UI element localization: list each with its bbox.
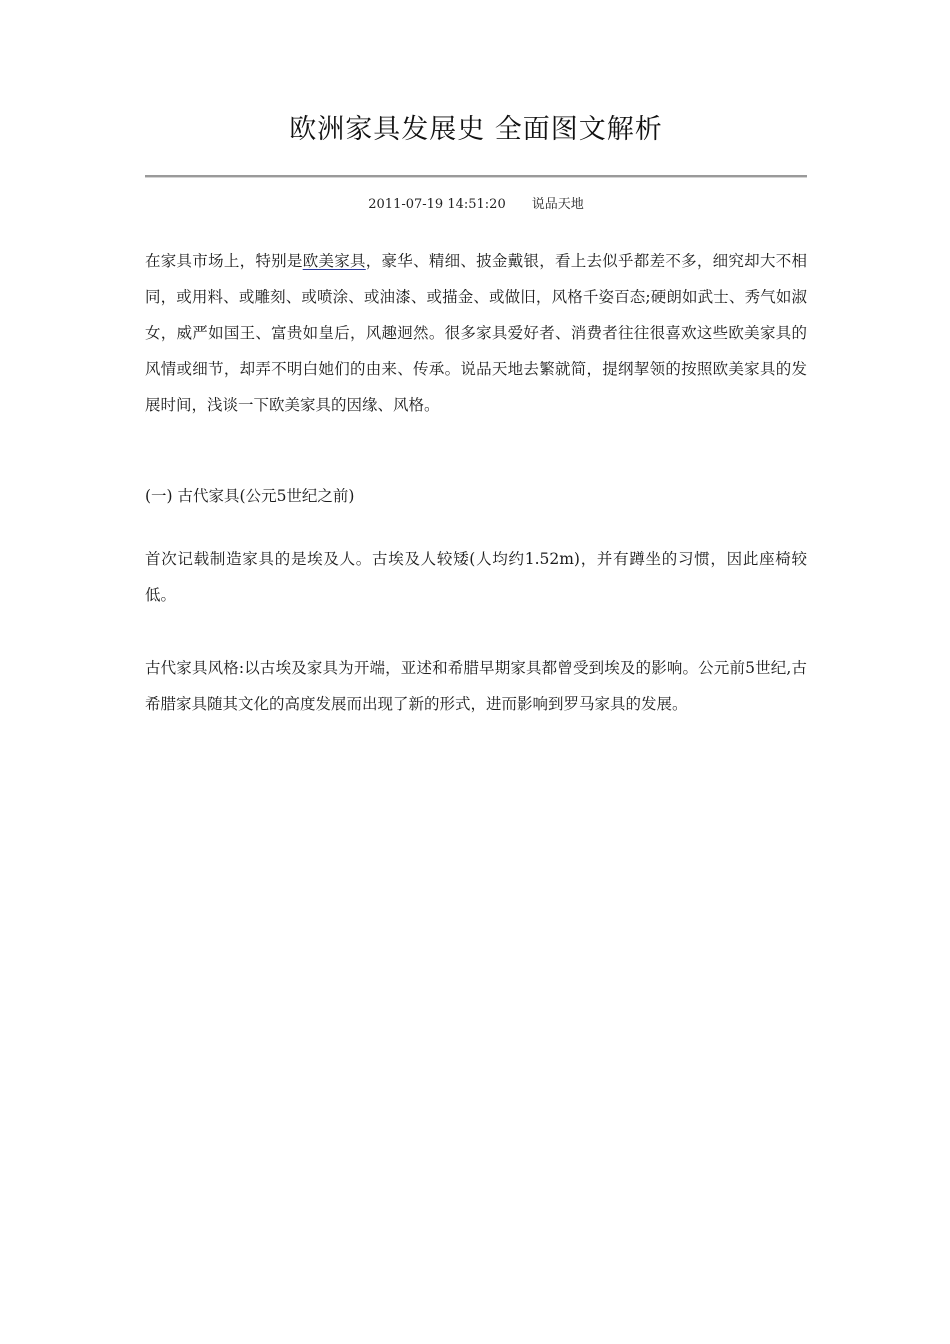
ancient-style-paragraph: 古代家具风格:以古埃及家具为开端，亚述和希腊早期家具都曾受到埃及的影响。公元前5世纪,古希腊家具随其文化的高度发展而出现了新的形式，进而影响到罗马家具的发展。 (145, 659, 807, 713)
title-divider (145, 175, 807, 178)
article-meta (145, 194, 807, 216)
intro-paragraph (145, 243, 807, 423)
european-furniture-link[interactable]: 欧美家具 (302, 252, 366, 270)
publish-date: 2011-07-19 14:51:20 (368, 197, 506, 212)
intro-text-start: 在家具市场上，特别是 (145, 252, 303, 270)
ancient-egypt-paragraph: 首次记载制造家具的是埃及人。古埃及人较矮(人均约1.52m)，并有蹲坐的习惯，因此座椅较低。 (145, 550, 807, 604)
intro-text-rest: ，豪华、精细、披金戴银，看上去似乎都差不多，细究却大不相同，或用料、或雕刻、或喷涂、或油漆、或描金、或做旧，风格千姿百态;硬朗如武士、秀气如淑女，威严如国王、富贵如皇后，风趣迥然。很多家具爱好者、消费者往往很喜欢这些欧美家具的风情或细节，却弄不明白她们的由来、传承。说品天地去繁就简，提纲挈领的按照欧美家具的发展时间，浅谈一下欧美家具的因缘、风格。 (145, 252, 807, 414)
article-title: 欧洲家具发展史 全面图文解析 (289, 114, 663, 145)
article-source: 说品天地 (531, 197, 584, 212)
section-heading: (一) 古代家具(公元5世纪之前) (145, 487, 355, 505)
